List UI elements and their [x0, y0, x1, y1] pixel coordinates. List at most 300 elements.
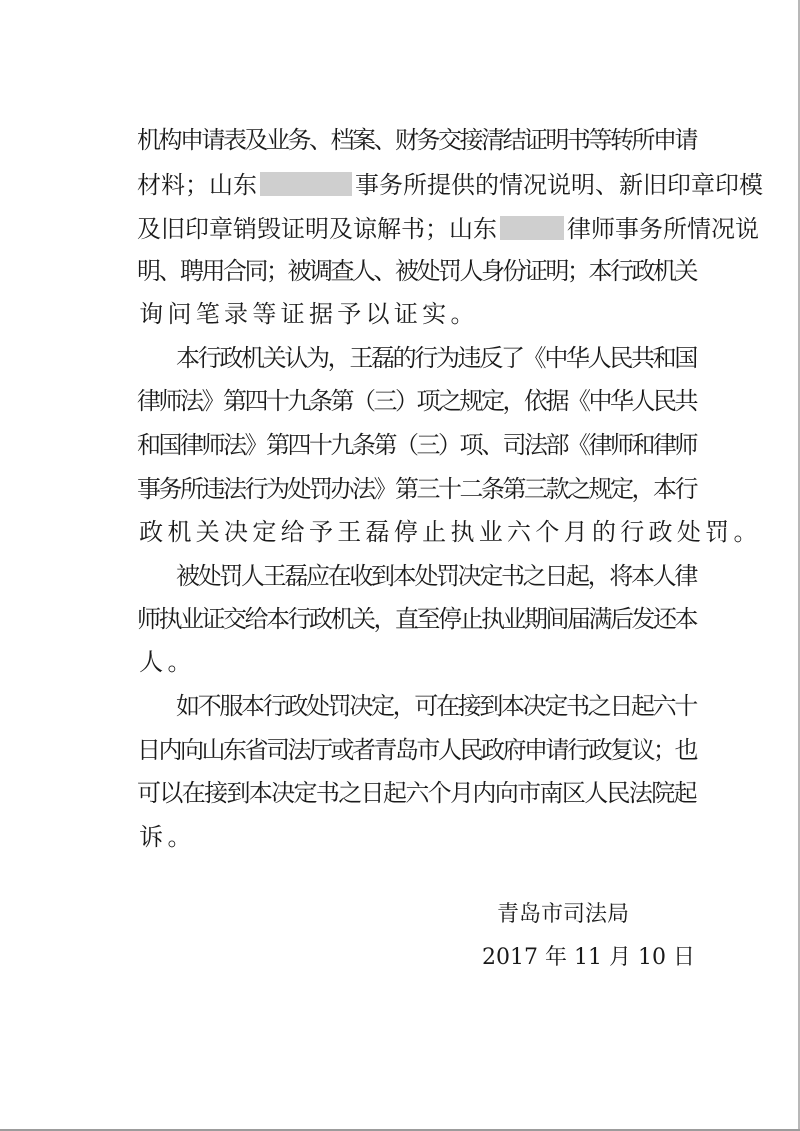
text-glyph: 到: [479, 692, 504, 720]
text-glyph: 可: [414, 692, 439, 720]
text-glyph: 十: [438, 475, 462, 503]
text-glyph: 六: [507, 518, 532, 546]
text-glyph: 被: [395, 257, 419, 285]
text-glyph: 人: [459, 257, 484, 285]
text-glyph: 机: [137, 126, 161, 154]
text-glyph: ，: [327, 344, 352, 372]
text-glyph: 止: [459, 605, 484, 633]
text-glyph: ，: [502, 387, 527, 415]
text-glyph: 中: [588, 387, 613, 415]
text-glyph: 应: [306, 562, 330, 590]
text-glyph: 执: [158, 605, 183, 633]
text-glyph: 起: [673, 779, 698, 807]
text-glyph: 定: [293, 779, 318, 807]
text-glyph: 调: [309, 257, 333, 285]
text-glyph: 行: [287, 605, 312, 633]
text-glyph: 民: [606, 779, 631, 807]
issuer-name: 青岛市司法局: [497, 902, 630, 927]
text-glyph: 业: [478, 518, 503, 546]
text-glyph: 期: [524, 605, 548, 633]
text-glyph: 后: [610, 605, 634, 633]
text-glyph: 法: [180, 387, 204, 415]
text-glyph: 档: [330, 126, 355, 154]
text-glyph: 之: [587, 692, 612, 720]
text-glyph: 第: [330, 387, 355, 415]
text-glyph: 师: [137, 605, 161, 633]
text-glyph: 院: [651, 779, 676, 807]
text-glyph: 者: [352, 736, 376, 764]
text-glyph: 机: [241, 344, 265, 372]
text-glyph: 共: [674, 387, 699, 415]
text-glyph: 定: [371, 692, 395, 720]
text-glyph: 为: [266, 475, 290, 503]
text-glyph: 本: [653, 475, 677, 503]
text-glyph: 查: [330, 257, 355, 285]
text-glyph: 个: [427, 779, 452, 807]
text-glyph: 议: [631, 736, 656, 764]
text-glyph: 磊: [371, 344, 395, 372]
text-glyph: 及: [244, 126, 269, 154]
text-glyph: 停: [438, 605, 462, 633]
text-glyph: 款: [545, 475, 570, 503]
text-glyph: 转: [610, 126, 634, 154]
text-glyph: 执: [450, 518, 475, 546]
text-glyph: 为: [306, 344, 330, 372]
text-glyph: 止: [422, 518, 447, 546]
text-glyph: 也: [674, 736, 699, 764]
text-glyph: 磊: [365, 518, 390, 546]
text-glyph: 证: [201, 605, 226, 633]
text-glyph: 政: [588, 736, 613, 764]
text-glyph: 满: [588, 605, 613, 633]
text-glyph: 询: [139, 300, 164, 328]
text-glyph: 行: [674, 475, 699, 503]
text-glyph: 起: [566, 562, 590, 590]
text-glyph: 届: [567, 605, 591, 633]
text-glyph: 山: [201, 736, 226, 764]
text-glyph: 机: [167, 518, 192, 546]
text-glyph: 之: [567, 475, 591, 503]
text-glyph: 关: [262, 344, 287, 372]
text-glyph: 《: [567, 431, 591, 459]
text-glyph: 国: [674, 344, 699, 372]
text-glyph: 诉: [139, 823, 164, 851]
text-glyph: 予: [337, 300, 362, 328]
text-glyph: 王: [349, 344, 374, 372]
text-glyph: 服: [219, 692, 244, 720]
text-glyph: 处: [416, 257, 441, 285]
text-glyph: 决: [349, 692, 374, 720]
text-glyph: 定: [479, 562, 504, 590]
text-glyph: 东: [223, 736, 247, 764]
text-glyph: 到: [226, 779, 251, 807]
text-glyph: 华: [610, 387, 634, 415]
text-glyph: 第: [395, 475, 419, 503]
text-glyph: 清: [481, 126, 505, 154]
text-glyph: 案: [352, 126, 376, 154]
text-glyph: 给: [244, 605, 269, 633]
text-glyph: 师: [201, 431, 226, 459]
text-glyph: 六: [405, 779, 430, 807]
text-glyph: 人: [139, 648, 164, 676]
p1-line-3-text: 及旧印章销毁证明及谅解书；山东: [137, 215, 497, 243]
text-glyph: 反: [479, 344, 504, 372]
text-glyph: 业: [502, 605, 527, 633]
text-glyph: 规: [459, 387, 484, 415]
text-glyph: 问: [167, 300, 192, 328]
text-glyph: 聘: [180, 257, 204, 285]
text-glyph: 停: [393, 518, 418, 546]
text-glyph: 政: [219, 344, 244, 372]
text-glyph: 向: [180, 736, 204, 764]
text-glyph: 、: [309, 126, 333, 154]
text-glyph: 、: [373, 257, 398, 285]
text-glyph: 三: [416, 431, 441, 459]
text-glyph: 的: [392, 344, 417, 372]
text-glyph: 等: [252, 300, 277, 328]
text-glyph: 之: [338, 779, 363, 807]
text-glyph: 人: [631, 387, 656, 415]
text-glyph: 处: [197, 562, 222, 590]
text-glyph: 处: [676, 518, 701, 546]
text-glyph: 日: [544, 562, 569, 590]
text-glyph: 第: [502, 475, 527, 503]
text-glyph: 政: [631, 257, 656, 285]
text-glyph: 起: [382, 779, 407, 807]
text-glyph: 处: [414, 562, 439, 590]
text-glyph: 身: [481, 257, 505, 285]
text-glyph: 将: [609, 562, 634, 590]
text-glyph: 条: [309, 387, 333, 415]
text-glyph: 财: [395, 126, 419, 154]
text-glyph: 给: [280, 518, 305, 546]
text-glyph: 人: [352, 257, 376, 285]
text-glyph: 法: [223, 475, 247, 503]
text-glyph: 证: [393, 300, 418, 328]
text-glyph: 录: [224, 300, 249, 328]
text-glyph: 省: [244, 736, 269, 764]
text-glyph: 》: [244, 431, 269, 459]
text-glyph: 民: [653, 387, 677, 415]
text-glyph: 民: [459, 736, 484, 764]
text-glyph: 据: [308, 300, 333, 328]
text-glyph: 华: [566, 344, 590, 372]
text-glyph: 十: [674, 692, 699, 720]
text-glyph: 九: [287, 387, 312, 415]
text-glyph: 申: [653, 126, 677, 154]
text-glyph: 定: [544, 692, 569, 720]
text-glyph: 六: [652, 692, 677, 720]
text-glyph: 到: [371, 562, 395, 590]
text-glyph: 之: [522, 562, 547, 590]
text-glyph: 日: [609, 692, 634, 720]
text-glyph: 。: [450, 300, 475, 328]
text-glyph: 师: [674, 431, 699, 459]
text-glyph: 条: [352, 431, 376, 459]
text-glyph: 本: [588, 257, 613, 285]
text-glyph: 罚: [327, 692, 352, 720]
text-glyph: 依: [524, 387, 548, 415]
text-glyph: 法: [628, 779, 653, 807]
text-glyph: （: [395, 431, 419, 459]
text-glyph: 申: [524, 736, 548, 764]
text-glyph: 王: [337, 518, 362, 546]
text-glyph: 个: [535, 518, 560, 546]
text-glyph: 罚: [219, 562, 244, 590]
text-glyph: 发: [631, 605, 656, 633]
text-glyph: 人: [241, 562, 265, 590]
text-glyph: 罚: [309, 475, 333, 503]
text-glyph: 行: [262, 692, 287, 720]
text-glyph: 行: [620, 518, 645, 546]
text-glyph: 四: [287, 431, 312, 459]
text-glyph: 律: [588, 431, 613, 459]
text-glyph: 月: [450, 779, 475, 807]
text-glyph: 十: [309, 431, 333, 459]
text-glyph: 律: [137, 387, 161, 415]
text-glyph: 笔: [195, 300, 220, 328]
text-glyph: 。: [167, 823, 192, 851]
text-glyph: 还: [653, 605, 677, 633]
text-glyph: 在: [181, 779, 206, 807]
text-glyph: 申: [180, 126, 204, 154]
text-glyph: 《: [567, 387, 591, 415]
text-glyph: 被: [176, 562, 200, 590]
text-glyph: 府: [502, 736, 527, 764]
text-glyph: 机: [330, 605, 355, 633]
text-glyph: 决: [224, 518, 249, 546]
text-glyph: 处: [287, 475, 312, 503]
text-glyph: 律: [180, 431, 204, 459]
text-glyph: 书: [567, 126, 591, 154]
text-glyph: 在: [327, 562, 352, 590]
text-glyph: 本: [392, 562, 417, 590]
p1-line-2-text-b: 事务所提供的情况说明、新旧印章印模: [355, 171, 763, 199]
text-glyph: ，: [392, 692, 417, 720]
p1-line-2: [137, 170, 763, 200]
text-glyph: 份: [502, 257, 527, 285]
text-glyph: 》: [373, 475, 398, 503]
text-glyph: 的: [591, 518, 616, 546]
text-glyph: 据: [545, 387, 570, 415]
text-glyph: 区: [561, 779, 586, 807]
text-glyph: 构: [158, 126, 183, 154]
text-glyph: ）: [395, 387, 419, 415]
text-glyph: 行: [244, 475, 269, 503]
text-glyph: 三: [524, 475, 548, 503]
text-glyph: 第: [266, 431, 290, 459]
text-glyph: 关: [352, 605, 376, 633]
p1-line-3-text-b: 律师事务所情况说: [567, 215, 759, 243]
text-glyph: 青: [373, 736, 398, 764]
text-glyph: 本: [631, 562, 655, 590]
text-glyph: 复: [610, 736, 634, 764]
text-glyph: 本: [176, 344, 200, 372]
text-glyph: 办: [330, 475, 355, 503]
text-glyph: 业: [180, 605, 204, 633]
text-glyph: 定: [252, 518, 277, 546]
text-glyph: 如: [176, 692, 200, 720]
text-glyph: 行: [610, 257, 634, 285]
text-glyph: 本: [674, 605, 699, 633]
text-glyph: ；: [653, 736, 677, 764]
p1-line-2-text-a: 材料；山东: [137, 171, 257, 199]
text-glyph: 机: [653, 257, 677, 285]
text-glyph: 行: [414, 344, 439, 372]
text-glyph: 实: [422, 300, 447, 328]
text-glyph: 师: [610, 431, 634, 459]
text-glyph: 交: [223, 605, 247, 633]
text-glyph: 执: [481, 605, 505, 633]
text-glyph: 交: [438, 126, 462, 154]
text-glyph: 南: [539, 779, 564, 807]
text-glyph: 市: [517, 779, 542, 807]
text-glyph: 律: [674, 562, 699, 590]
text-glyph: 务: [158, 475, 183, 503]
text-glyph: 司: [502, 431, 527, 459]
text-glyph: 决: [522, 692, 547, 720]
text-glyph: 不: [197, 692, 222, 720]
text-glyph: 向: [494, 779, 519, 807]
text-glyph: 规: [588, 475, 613, 503]
text-glyph: 共: [631, 344, 655, 372]
text-glyph: （: [352, 387, 376, 415]
text-glyph: ）: [438, 431, 462, 459]
text-glyph: 接: [459, 126, 484, 154]
text-glyph: 合: [223, 257, 247, 285]
text-glyph: 予: [308, 518, 333, 546]
text-glyph: 政: [648, 518, 673, 546]
text-glyph: 人: [584, 779, 609, 807]
text-glyph: 起: [631, 692, 655, 720]
text-glyph: 本: [241, 692, 265, 720]
text-glyph: 业: [266, 126, 290, 154]
text-glyph: 法: [524, 431, 548, 459]
text-glyph: 所: [180, 475, 204, 503]
text-glyph: 在: [436, 692, 460, 720]
text-glyph: 所: [631, 126, 656, 154]
text-glyph: 行: [567, 736, 591, 764]
text-glyph: 项: [459, 431, 484, 459]
text-glyph: 至: [416, 605, 441, 633]
text-glyph: 和: [137, 431, 161, 459]
text-glyph: 九: [330, 431, 355, 459]
text-glyph: 违: [457, 344, 482, 372]
text-glyph: 第: [223, 387, 247, 415]
text-glyph: 、: [373, 126, 398, 154]
text-glyph: 三: [416, 475, 441, 503]
text-glyph: 结: [502, 126, 527, 154]
text-glyph: 王: [262, 562, 287, 590]
text-glyph: 为: [436, 344, 460, 372]
text-glyph: 政: [309, 605, 333, 633]
text-glyph: 请: [545, 736, 570, 764]
text-glyph: 司: [266, 736, 290, 764]
text-glyph: 直: [395, 605, 419, 633]
text-glyph: 人: [587, 344, 612, 372]
text-glyph: 人: [652, 562, 677, 590]
text-glyph: ；: [266, 257, 290, 285]
text-glyph: 第: [373, 431, 398, 459]
text-glyph: 本: [248, 779, 273, 807]
text-glyph: 内: [472, 779, 497, 807]
issue-date: 2017 年 11 月 10 日: [482, 945, 695, 970]
text-glyph: 了: [501, 344, 525, 372]
text-glyph: 中: [544, 344, 569, 372]
text-glyph: 二: [459, 475, 484, 503]
text-glyph: ，: [587, 562, 612, 590]
text-glyph: 人: [438, 736, 462, 764]
text-glyph: 厅: [309, 736, 333, 764]
text-glyph: 四: [244, 387, 269, 415]
text-glyph: ；: [567, 257, 591, 285]
text-glyph: 内: [158, 736, 183, 764]
text-glyph: 项: [416, 387, 441, 415]
text-glyph: 以: [159, 779, 184, 807]
text-glyph: 三: [373, 387, 398, 415]
text-glyph: 。: [167, 648, 192, 676]
text-glyph: 收: [349, 562, 374, 590]
text-glyph: 接: [457, 692, 482, 720]
text-glyph: 政: [284, 692, 309, 720]
text-glyph: 决: [457, 562, 482, 590]
text-glyph: 书: [501, 562, 525, 590]
text-glyph: 请: [201, 126, 226, 154]
text-glyph: 定: [481, 387, 505, 415]
text-glyph: 本: [266, 605, 290, 633]
text-glyph: 处: [306, 692, 330, 720]
text-glyph: 认: [284, 344, 309, 372]
text-glyph: 务: [287, 126, 312, 154]
text-glyph: 法: [287, 736, 312, 764]
text-glyph: 请: [674, 126, 699, 154]
p1-line-3: [137, 214, 759, 244]
text-glyph: 明: [545, 126, 570, 154]
text-glyph: 法: [223, 431, 247, 459]
text-glyph: 师: [158, 387, 183, 415]
text-glyph: 用: [201, 257, 226, 285]
text-glyph: 罚: [436, 562, 460, 590]
text-glyph: 接: [204, 779, 229, 807]
text-glyph: 政: [481, 736, 505, 764]
text-glyph: ，: [373, 605, 398, 633]
text-glyph: 十: [266, 387, 290, 415]
text-glyph: 或: [330, 736, 355, 764]
text-glyph: 关: [674, 257, 699, 285]
text-glyph: 可: [137, 779, 161, 807]
text-glyph: 民: [609, 344, 634, 372]
text-glyph: 和: [631, 431, 656, 459]
text-glyph: 罚: [705, 518, 730, 546]
text-glyph: 决: [271, 779, 296, 807]
text-glyph: 等: [588, 126, 613, 154]
text-glyph: 关: [195, 518, 220, 546]
text-glyph: 同: [244, 257, 269, 285]
text-glyph: 市: [416, 736, 441, 764]
text-glyph: 明: [137, 257, 161, 285]
redaction-block: [500, 216, 564, 240]
text-glyph: 被: [287, 257, 312, 285]
text-glyph: 《: [522, 344, 547, 372]
text-glyph: 务: [416, 126, 441, 154]
text-glyph: 磊: [284, 562, 309, 590]
text-glyph: 、: [158, 257, 183, 285]
text-glyph: 书: [566, 692, 590, 720]
text-glyph: 以: [365, 300, 390, 328]
redaction-block: [260, 172, 352, 196]
text-glyph: 事: [137, 475, 161, 503]
text-glyph: 政: [139, 518, 164, 546]
